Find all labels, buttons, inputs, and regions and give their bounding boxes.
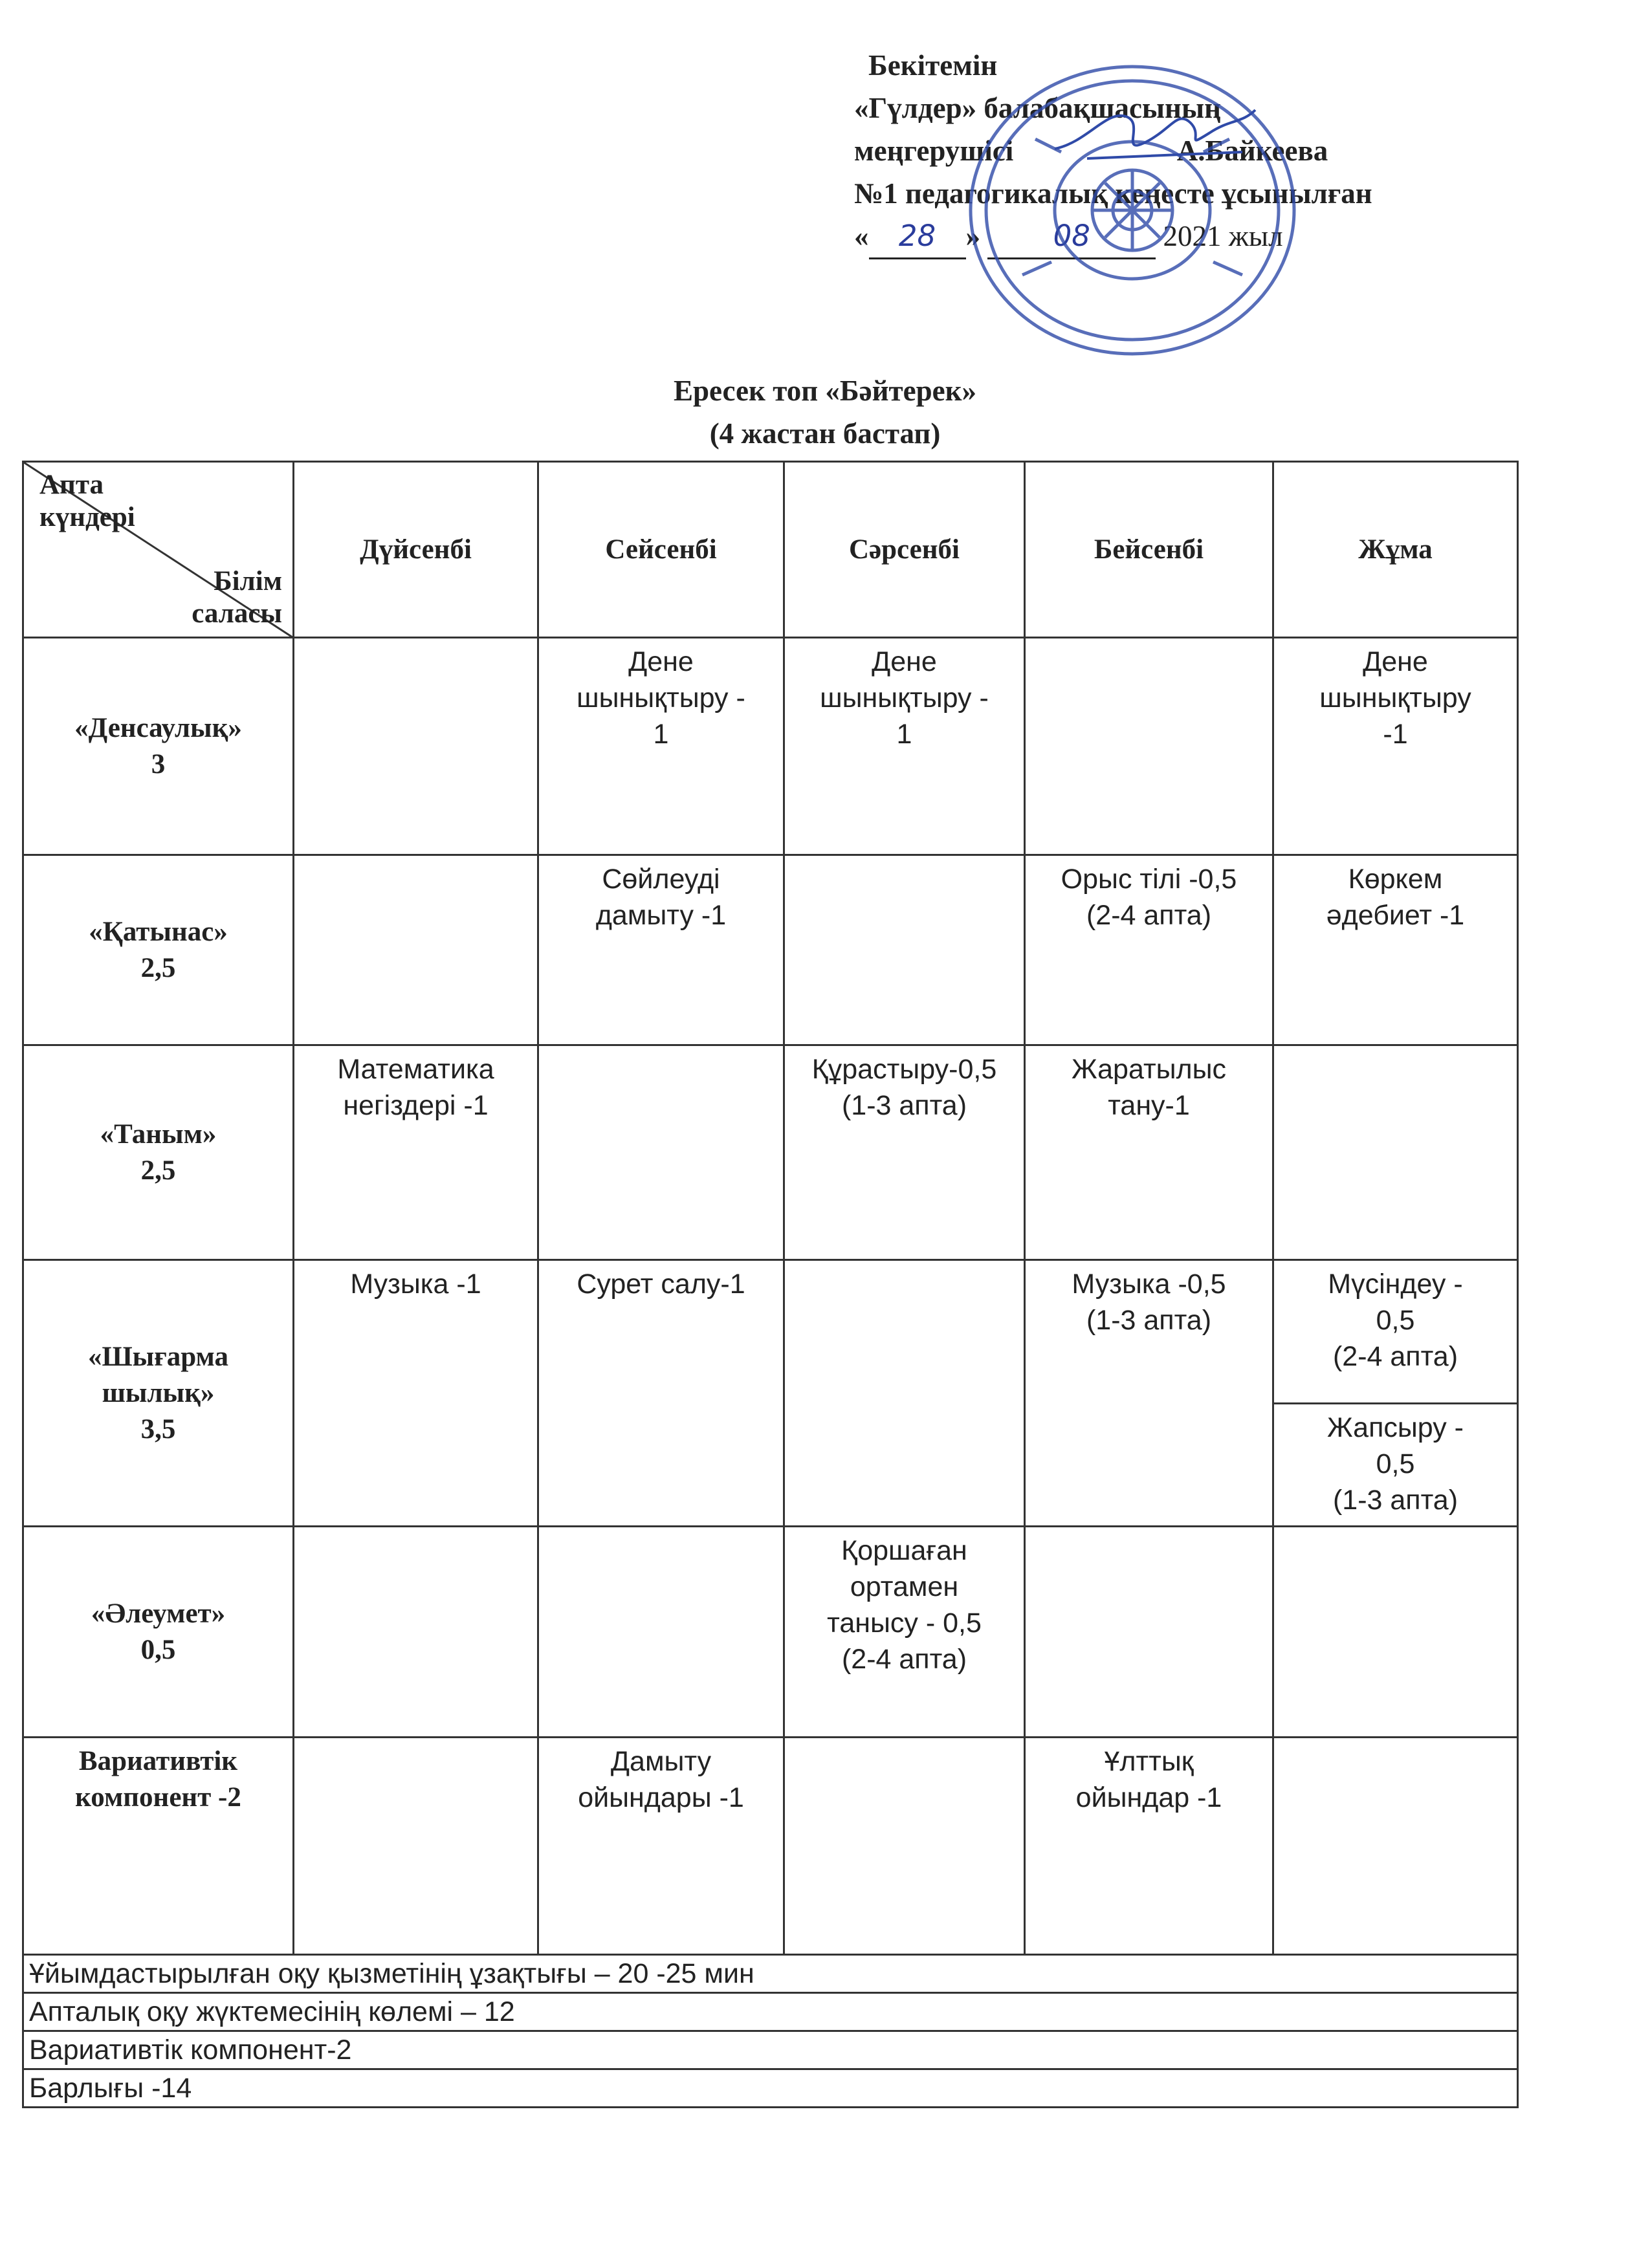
cell-social-thu — [1025, 1527, 1273, 1738]
row-health — [23, 638, 1518, 855]
council-line: №1 педагогикалық кеңесте ұсынылған — [854, 177, 1372, 210]
date-quote-open: « — [854, 220, 869, 252]
row-communication — [23, 855, 1518, 1045]
date-year: 2021 жыл — [1163, 220, 1283, 252]
area-variative: Вариативтік компонент -2 — [23, 1738, 294, 1955]
area-cognition: «Таным» 2,5 — [23, 1045, 294, 1260]
cell-health-tue: Дене шынықтыру - 1 — [538, 638, 784, 855]
cell-creativity-wed — [784, 1260, 1025, 1527]
week-days-text: Апта күндері — [39, 470, 135, 532]
day-header-thursday: Бейсенбі — [1025, 462, 1273, 638]
summary-row-weekly-load — [23, 1993, 1518, 2031]
cell-cognition-fri — [1273, 1045, 1518, 1260]
day-header-monday: Дүйсенбі — [294, 462, 538, 638]
summary-row-total — [23, 2069, 1518, 2108]
cell-health-fri: Дене шынықтыру -1 — [1273, 638, 1518, 855]
cell-communication-tue: Сөйлеуді дамыту -1 — [538, 855, 784, 1045]
cell-communication-wed — [784, 855, 1025, 1045]
header-row — [23, 462, 1518, 638]
day-header-friday: Жұма — [1273, 462, 1518, 638]
row-cognition — [23, 1045, 1518, 1260]
row-variative — [23, 1738, 1518, 1955]
cell-variative-tue: Дамыту ойындары -1 — [538, 1738, 784, 1955]
cell-social-tue — [538, 1527, 784, 1738]
cell-communication-fri: Көркем әдебиет -1 — [1273, 855, 1518, 1045]
cell-social-wed: Қоршаған ортамен танысу - 0,5 (2-4 апта) — [784, 1527, 1025, 1738]
education-area-label — [192, 565, 282, 630]
cell-health-thu — [1025, 638, 1273, 855]
cell-variative-mon — [294, 1738, 538, 1955]
education-area-text: Білім саласы — [192, 566, 282, 629]
group-age: (4 жастан бастап) — [709, 417, 941, 450]
head-title: меңгерушісі — [854, 135, 1014, 167]
kindergarten-name: «Гүлдер» балабақшасының — [854, 92, 1222, 124]
area-health: «Денсаулық» 3 — [23, 638, 294, 855]
schedule-table — [22, 461, 1519, 2108]
cell-health-wed: Дене шынықтыру - 1 — [784, 638, 1025, 855]
cell-cognition-thu: Жаратылыс тану-1 — [1025, 1045, 1273, 1260]
group-title: Ересек топ «Бәйтерек» — [673, 375, 977, 407]
cell-variative-wed — [784, 1738, 1025, 1955]
cell-cognition-mon: Математика негіздері -1 — [294, 1045, 538, 1260]
cell-communication-thu: Орыс тілі -0,5 (2-4 апта) — [1025, 855, 1273, 1045]
area-communication: «Қатынас» 2,5 — [23, 855, 294, 1045]
summary-variative: Вариативтік компонент-2 — [23, 2031, 1518, 2069]
cell-creativity-mon: Музыка -1 — [294, 1260, 538, 1527]
row-creativity — [23, 1260, 1518, 1404]
cell-variative-fri — [1273, 1738, 1518, 1955]
date-month: 08 — [987, 215, 1156, 259]
day-header-wednesday: Сәрсенбі — [784, 462, 1025, 638]
cell-creativity-fri-b: Жапсыру - 0,5 (1-3 апта) — [1273, 1404, 1518, 1527]
cell-communication-mon — [294, 855, 538, 1045]
corner-header-cell — [23, 462, 294, 638]
cell-health-mon — [294, 638, 538, 855]
summary-row-duration — [23, 1955, 1518, 1993]
approval-title: Бекітемін — [868, 49, 998, 82]
cell-creativity-tue: Сурет салу-1 — [538, 1260, 784, 1527]
cell-cognition-wed: Құрастыру-0,5 (1-3 апта) — [784, 1045, 1025, 1260]
row-social — [23, 1527, 1518, 1738]
summary-total: Барлығы -14 — [23, 2069, 1518, 2108]
area-social: «Әлеумет» 0,5 — [23, 1527, 294, 1738]
cell-cognition-tue — [538, 1045, 784, 1260]
date-quote-close: » — [965, 220, 980, 252]
head-name: А.Байкеева — [1176, 135, 1328, 167]
cell-social-fri — [1273, 1527, 1518, 1738]
cell-variative-thu: Ұлттық ойындар -1 — [1025, 1738, 1273, 1955]
cell-creativity-fri-a: Мүсіндеу - 0,5 (2-4 апта) — [1273, 1260, 1518, 1404]
handwritten-signature — [1048, 97, 1262, 168]
summary-weekly-load: Апталық оқу жүктемесінің көлемі – 12 — [23, 1993, 1518, 2031]
week-days-label — [39, 469, 135, 534]
area-creativity: «Шығарма шылық» 3,5 — [23, 1260, 294, 1527]
date-day: 28 — [869, 215, 966, 259]
cell-social-mon — [294, 1527, 538, 1738]
summary-duration: Ұйымдастырылған оқу қызметінің ұзақтығы – 20 -25 мин — [23, 1955, 1518, 1993]
cell-creativity-thu: Музыка -0,5 (1-3 апта) — [1025, 1260, 1273, 1527]
day-header-tuesday: Сейсенбі — [538, 462, 784, 638]
summary-row-variative — [23, 2031, 1518, 2069]
